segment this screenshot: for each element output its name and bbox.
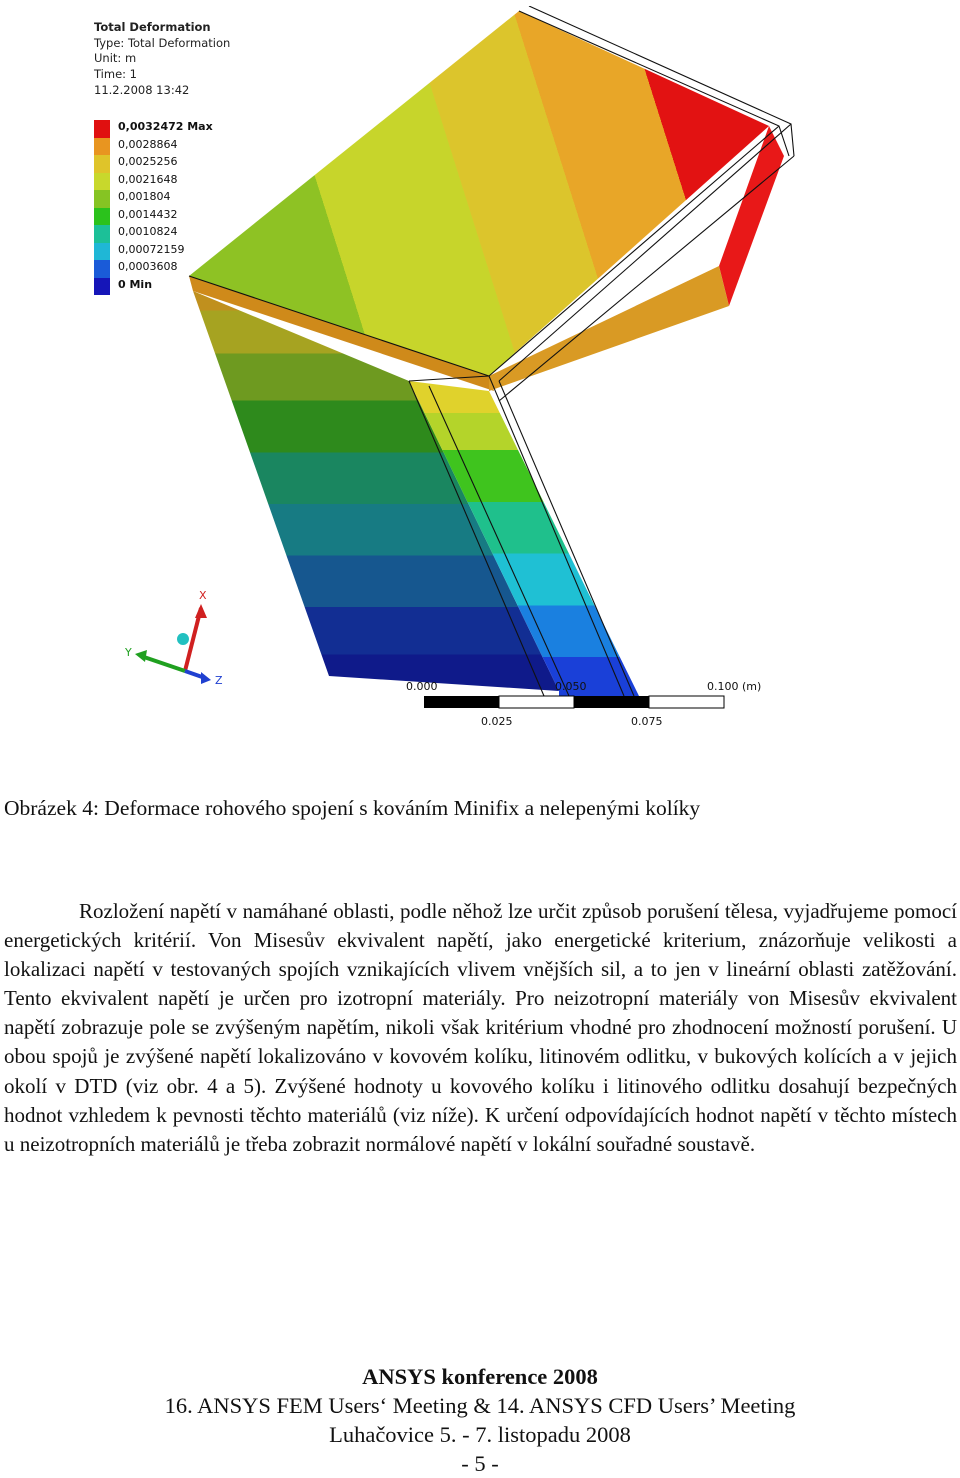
legend-swatch (94, 190, 110, 208)
deformation-figure (79, 6, 855, 742)
scale-label-025: 0.025 (481, 715, 513, 728)
legend-label: 0,0028864 (118, 137, 178, 151)
legend-swatch (94, 155, 110, 173)
body-paragraph: Rozložení napětí v namáhané oblasti, podle něhož lze určit způsob porušení tělesa, vyjadřujeme pomocí energetických kritérií. Von Misesův ekvivalent napětí, jako energetické kriterium, znázorňuje velikosti a lokalizaci napětí v testovaných spojích vznikajících vlivem vnějších sil, a to jen v lineární oblasti zatěžování. Tento ekvivalent napětí je určen pro izotropní materiály. Pro neizotropní materiály von Misesův ekvivalent napětí zobrazuje pole se zvýšeným napětím, nikoli však kritérium vhodné pro zhodnocení možností porušení. U obou spojů je zvýšené napětí lokalizováno v kovovém kolíku, litinovém odlitku, v bukových kolících a v jejich okolí v DTD (viz obr. 4 a 5). Zvýšené hodnoty u kovového kolíku i litinového odlitku dosahují bezpečných hodnot vzhledem k pevnosti těchto materiálů (viz níže). K určení odpovídajících hodnot napětí v těchto místech u neizotropních materiálů je třeba zobrazit normálové napětí v lokální souřadné soustavě. (4, 899, 957, 1156)
legend-label: 0,0025256 (118, 155, 178, 168)
legend-entry (94, 154, 294, 172)
legend-entry (94, 259, 294, 277)
legend-entry (94, 277, 294, 295)
coordinate-triad (124, 589, 223, 687)
legend-swatch (94, 173, 110, 191)
legend-swatch (94, 225, 110, 243)
legend-swatch (94, 243, 110, 261)
legend-entry (94, 224, 294, 242)
legend-label: 0,0003608 (118, 260, 178, 273)
body-paragraph-block (4, 897, 957, 1159)
page-footer (0, 1362, 960, 1478)
axis-y-label: Y (125, 646, 132, 659)
legend-label: 0,0014432 (118, 207, 178, 221)
legend-swatch (94, 138, 110, 156)
scale-label-0: 0.000 (406, 680, 438, 693)
legend-entry (94, 242, 294, 260)
result-title: Total Deformation (94, 20, 211, 34)
legend-label: 0,00072159 (118, 242, 185, 256)
footer-conference: ANSYS konference 2008 (362, 1364, 598, 1389)
legend-label: 0 Min (118, 277, 153, 291)
page-number: - 5 - (461, 1451, 499, 1476)
legend-label: 0,0010824 (118, 225, 178, 238)
legend-swatch (94, 120, 110, 138)
scale-label-100: 0.100 (m) (707, 680, 762, 693)
figure-caption: Obrázek 4: Deformace rohového spojení s kováním Minifix a nelepenými kolíky (4, 796, 701, 820)
legend-swatch (94, 278, 110, 296)
scale-label-050: 0.050 (555, 680, 587, 693)
result-info (94, 20, 230, 99)
scale-bar (424, 696, 724, 708)
footer-place: Luhačovice 5. - 7. listopadu 2008 (329, 1422, 631, 1447)
result-time: Time: 1 (94, 67, 137, 82)
legend-entry (94, 119, 294, 137)
scale-label-075: 0.075 (631, 715, 663, 728)
legend-swatch (94, 260, 110, 278)
result-unit: Unit: m (94, 51, 137, 66)
footer-meeting: 16. ANSYS FEM Users‘ Meeting & 14. ANSYS CFD Users’ Meeting (164, 1393, 796, 1418)
legend-entry (94, 172, 294, 190)
axis-x-label: X (199, 589, 207, 602)
legend-entry (94, 207, 294, 225)
legend-entry (94, 137, 294, 155)
fea-model-render (79, 6, 855, 742)
result-date: 11.2.2008 13:42 (94, 82, 190, 97)
legend-label: 0,001804 (118, 190, 171, 203)
axis-z-label: Z (215, 674, 223, 687)
legend-entry (94, 189, 294, 207)
legend-swatch (94, 208, 110, 226)
legend-label: 0,0032472 Max (118, 120, 213, 133)
legend-label: 0,0021648 (118, 172, 178, 186)
result-type: Type: Total Deformation (94, 35, 231, 50)
